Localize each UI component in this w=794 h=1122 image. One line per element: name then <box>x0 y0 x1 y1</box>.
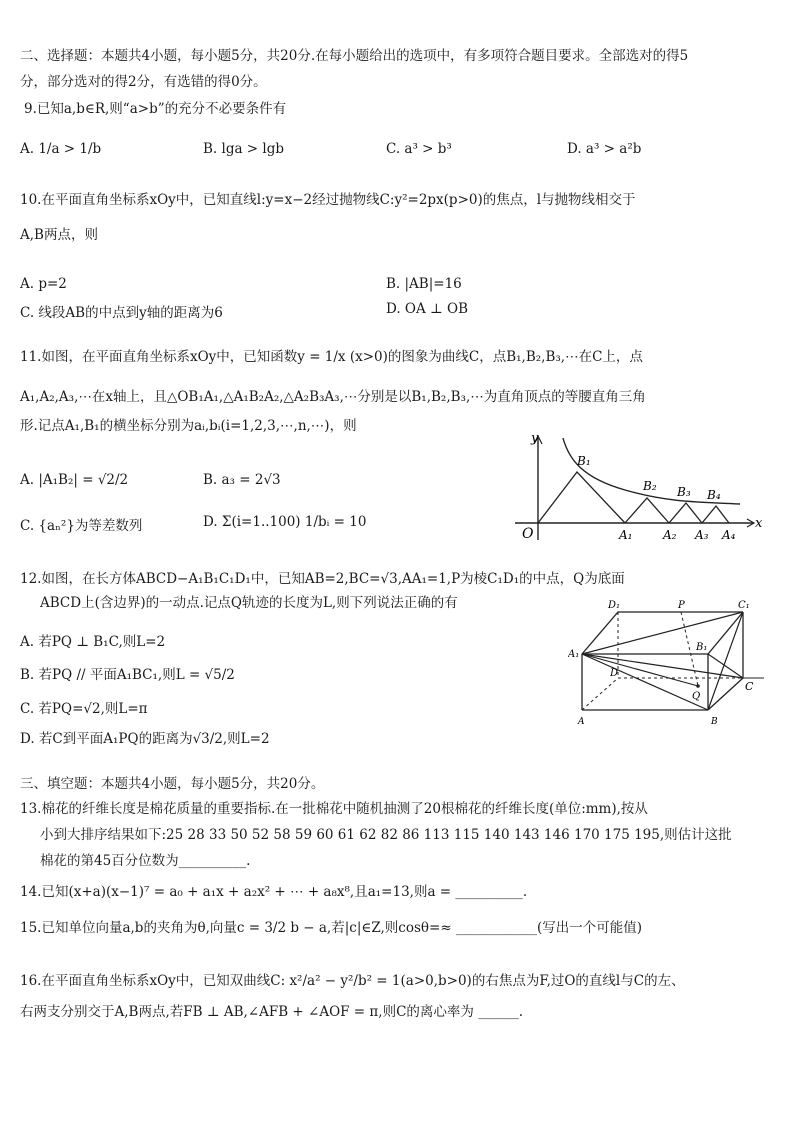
label-q: Q <box>692 691 701 702</box>
q10-option-b: B. |AB|=16 <box>386 276 462 292</box>
q14-line1: 14.已知(x+a)(x−1)⁷ = a₀ + a₁x + a₂x² + ⋯ + a₈x⁸,且a₁=13,则a = __________. <box>20 884 528 900</box>
q9-stem: 9.已知a,b∈R,则“a>b”的充分不必要条件有 <box>24 101 287 117</box>
q11-option-d: D. Σ(i=1..100) 1/bᵢ = 10 <box>203 514 367 530</box>
triangle-a2b3a3 <box>669 503 702 523</box>
q12-option-c: C. 若PQ=√2,则L=π <box>20 701 148 717</box>
segment-a1b <box>582 654 708 710</box>
q9-option-a: A. 1/a > 1/b <box>20 141 102 157</box>
segment-a1c <box>582 654 743 678</box>
label-a1: A₁ <box>619 528 633 542</box>
q12-option-b: B. 若PQ // 平面A₁BC₁,则L = √5/2 <box>20 667 235 683</box>
label-c1: C₁ <box>738 600 750 611</box>
q10-stem-cont: A,B两点，则 <box>20 227 98 243</box>
q10-option-c: C. 线段AB的中点到y轴的距离为6 <box>20 305 223 321</box>
section2-heading-cont: 分，部分选对的得2分，有选错的得0分。 <box>20 74 267 90</box>
triangle-ob1a1 <box>538 472 625 523</box>
q12-option-a: A. 若PQ ⊥ B₁C,则L=2 <box>20 634 166 650</box>
q16-line1: 16.在平面直角坐标系xOy中，已知双曲线C: x²/a² − y²/b² = 1(a>0,b>0)的右焦点为F,过O的直线l与C的左、 <box>20 973 685 989</box>
label-b4: B₄ <box>707 488 721 502</box>
edge-ad-hidden <box>582 678 618 710</box>
edge-b1c1 <box>708 612 743 654</box>
q11-option-b: B. a₃ = 2√3 <box>203 472 281 488</box>
triangle-a1b2a2 <box>625 498 669 523</box>
q12-figure <box>568 598 773 730</box>
triangle-a3b4a4 <box>702 506 729 523</box>
label-b1: B₁ <box>696 642 708 653</box>
q13-line1: 13.棉花的纤维长度是棉花质量的重要指标.在一批棉花中随机抽测了20根棉花的纤维长度(单位:mm),按从 <box>20 801 648 817</box>
q9-option-c: C. a³ > b³ <box>386 141 452 157</box>
q11-option-a: A. |A₁B₂| = √2/2 <box>20 472 129 488</box>
label-a: A <box>578 717 585 727</box>
q12-stem: 12.如图，在长方体ABCD−A₁B₁C₁D₁中，已知AB=2,BC=√3,AA₁=1,P为棱C₁D₁的中点，Q为底面 <box>20 571 625 587</box>
label-a1: A₁ <box>568 649 580 660</box>
label-b: B <box>711 717 718 727</box>
q11-option-c: C. {aₙ²}为等差数列 <box>20 518 143 534</box>
label-d1: D₁ <box>608 600 621 611</box>
q10-option-d: D. OA ⊥ OB <box>386 301 469 317</box>
label-y: y <box>531 431 539 446</box>
label-d: D <box>610 668 619 679</box>
q11-stem: 11.如图，在平面直角坐标系xOy中，已知函数y = 1/x (x>0)的图象为曲线C，点B₁,B₂,B₃,⋯在C上，点 <box>20 349 643 365</box>
q11-figure <box>505 428 770 548</box>
segment-c1b <box>708 612 743 710</box>
q11-stem-2: A₁,A₂,A₃,⋯在x轴上，且△OB₁A₁,△A₁B₂A₂,△A₂B₃A₃,⋯分别是以B₁,B₂,B₃,⋯为直角顶点的等腰直角三角 <box>20 389 646 405</box>
q10-option-a: A. p=2 <box>20 276 67 292</box>
segment-b1c <box>708 654 743 678</box>
q10-stem: 10.在平面直角坐标系xOy中，已知直线l:y=x−2经过抛物线C:y²=2px(p>0)的焦点，l与抛物线相交于 <box>20 192 636 208</box>
label-a4: A₄ <box>722 528 736 542</box>
q13-line2: 小到大排序结果如下:25 28 33 50 52 58 59 60 61 62 82 86 113 115 140 143 146 170 175 195,则估计这批 <box>40 827 732 843</box>
point-q <box>696 684 700 688</box>
label-x: x <box>755 516 763 531</box>
q9-option-d: D. a³ > a²b <box>567 141 642 157</box>
label-b1: B₁ <box>577 454 591 468</box>
label-a2: A₂ <box>663 528 677 542</box>
label-o: O <box>522 526 534 542</box>
label-b2: B₂ <box>643 479 657 493</box>
q13-line3: 棉花的第45百分位数为__________. <box>40 853 251 869</box>
label-a3: A₃ <box>695 528 709 542</box>
q12-option-d: D. 若C到平面A₁PQ的距离为√3/2,则L=2 <box>20 731 270 747</box>
q15-line1: 15.已知单位向量a,b的夹角为θ,向量c = 3/2 b − a,若|c|∈Z,则cosθ=≈ ____________(写出一个可能值) <box>20 920 642 936</box>
section2-heading: 二、选择题：本题共4小题，每小题5分，共20分.在每小题给出的选项中，有多项符合题目要求。全部选对的得5 <box>20 48 689 64</box>
segment-a1c1 <box>582 612 743 654</box>
q9-option-b: B. lga > lgb <box>203 141 285 157</box>
q12-stem-cont: ABCD上(含边界)的一动点.记点Q轨迹的长度为L,则下列说法正确的有 <box>40 595 458 611</box>
segment-a1q <box>582 654 698 686</box>
q11-stem-3: 形.记点A₁,B₁的横坐标分别为aᵢ,bᵢ(i=1,2,3,⋯,n,⋯)，则 <box>20 418 357 434</box>
section3-heading: 三、填空题：本题共4小题，每小题5分，共20分。 <box>20 776 325 792</box>
label-b3: B₃ <box>677 485 691 499</box>
label-p: P <box>678 600 685 611</box>
label-c: C <box>745 680 754 693</box>
q16-line2: 右两支分别交于A,B两点,若FB ⊥ AB,∠AFB + ∠AOF = π,则C的离心率为 ______. <box>20 1004 523 1020</box>
